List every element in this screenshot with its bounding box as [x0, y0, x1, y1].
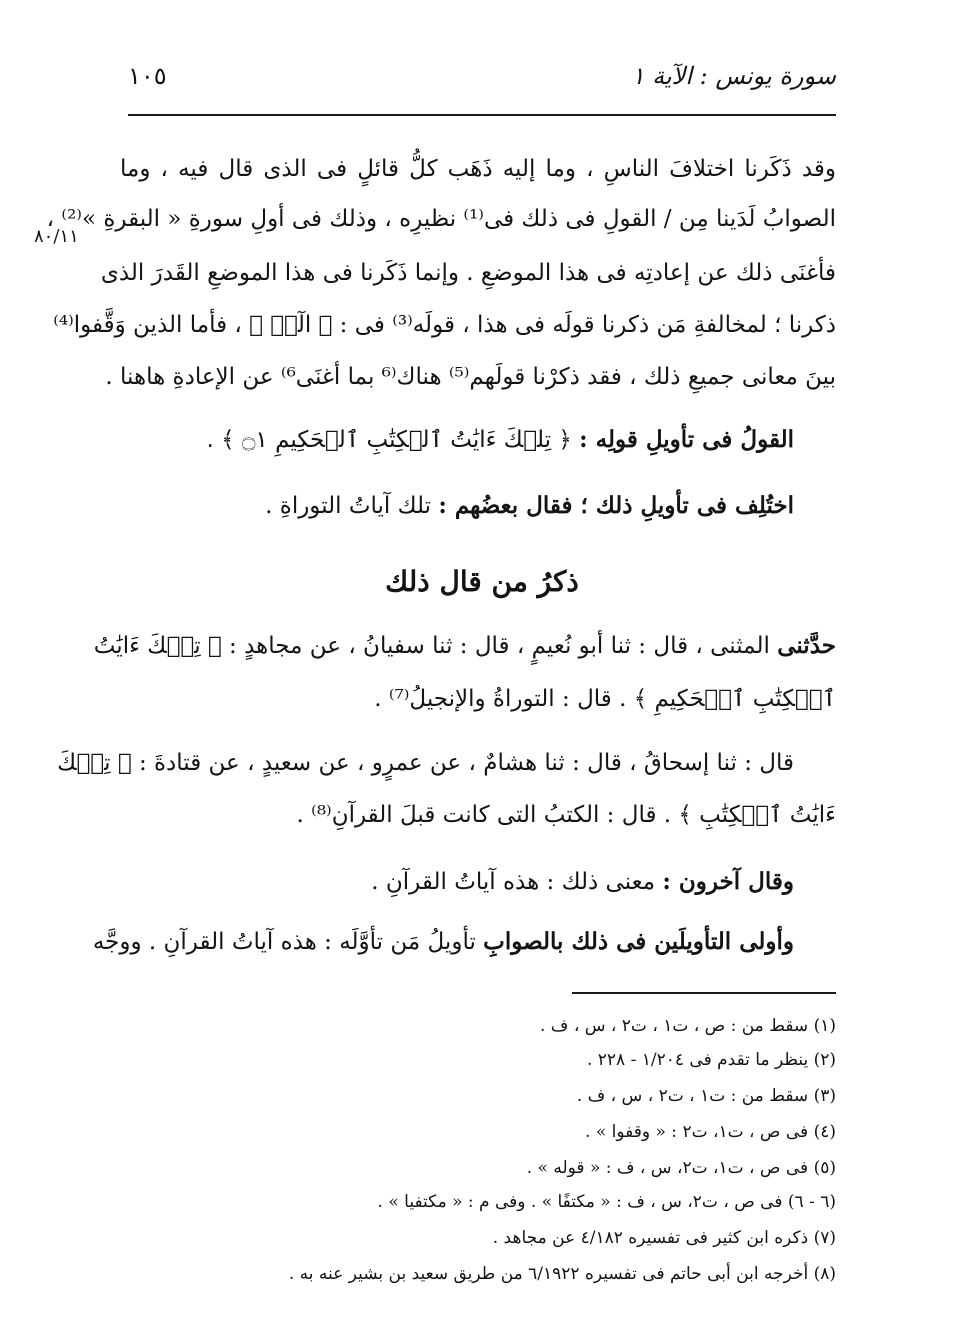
body-line-4: ذكرنا ؛ لمخالفةِ مَن ذكرنا قولَه فى هذا ، قولَه⁽³⁾ فى : ﴿ الٓرۚ ﴾ ، فأما الذين وَقَّفوا⁽⁴⁾	[53, 312, 836, 338]
footnote-1: (١) سقط من : ص ، ت١ ، ت٢ ، س ، ف .	[539, 1016, 836, 1036]
footnote-rule	[572, 992, 836, 994]
body-line-3: فأغنَى ذلك عن إعادتِه فى هذا الموضعِ . وإنما ذَكَرنا فى هذا الموضعِ القَدرَ الذى	[100, 260, 836, 286]
footnote-8: (٨) أخرجه ابن أبى حاتم فى تفسيره ٦/١٩٢٢ من طريق سعيد بن بشير عنه به .	[288, 1264, 836, 1284]
report2-line-2: ءَايَٰتُ ٱلۡكِتَٰبِ ﴾ . قال : الكتبُ التى كانت قبلَ القرآنِ⁽⁸⁾ .	[296, 802, 836, 828]
others-lead: وقال آخرون :	[662, 868, 794, 895]
footnote-2: (٢) ينظر ما تقدم فى ١/٢٠٤ - ٢٢٨ .	[586, 1050, 836, 1070]
report1-lead: حدَّثنى	[777, 632, 836, 659]
body-line-2: الصوابُ لَدَينا مِن / القولِ فى ذلك فى⁽¹⁾ نظيرِه ، وذلك فى أولِ سورةِ « البقرةِ »⁽²⁾ ،	[46, 206, 836, 232]
report2-line-1: قال : ثنا إسحاقُ ، قال : ثنا هشامٌ ، عن عمرٍو ، عن سعيدٍ ، عن قتادةَ : ﴿ تِلۡكَ	[57, 750, 794, 776]
footnote-7: (٧) ذكره ابن كثير فى تفسيره ٤/١٨٢ عن مجاهد .	[492, 1228, 836, 1248]
ikhtilaf-rest: تلك آياتُ التوراةِ .	[265, 493, 432, 519]
verse-text: ﴿ تِلۡكَ ءَايَٰتُ ٱلۡكِتَٰبِ ٱلۡحَكِيمِ ۝١ ﴾ .	[206, 427, 572, 453]
running-title: سورة يونس : الآية ١	[631, 62, 836, 90]
report1-text-1: المثنى ، قال : ثنا أبو نُعيمٍ ، قال : ثنا سفيانُ ، عن مجاهدٍ : ﴿ تِلۡكَ ءَايَٰتُ	[93, 633, 770, 659]
body-line-1: وقد ذَكَرنا اختلافَ الناسِ ، وما إليه ذَهَب كلُّ قائلٍ فى الذى قال فيه ، وما	[120, 156, 836, 182]
body-line-5: بينَ معانى جميعِ ذلك ، فقد ذكرْنا قولَهم⁽⁵⁾ هناك⁽⁶ بما أغنَى⁶⁾ عن الإعادةِ هاهنا .	[105, 364, 836, 390]
awla-lead: وأولى التأويلَين فى ذلك بالصوابِ	[483, 928, 794, 955]
report1-line-1	[93, 632, 836, 659]
footnote-4: (٤) فى ص ، ت١، ت٢ : « وقفوا » .	[585, 1122, 836, 1142]
page-number: ١٠٥	[128, 62, 167, 90]
header-rule	[128, 114, 836, 116]
ikhtilaf-lead: اختُلِف فى تأويلِ ذلك ؛ فقال بعضُهم :	[438, 492, 794, 519]
others-line	[120, 868, 836, 895]
ikhtilaf-line	[120, 492, 836, 519]
others-rest: معنى ذلك : هذه آياتُ القرآنِ .	[371, 869, 656, 895]
footnote-3: (٣) سقط من : ت١ ، ت٢ ، س ، ف .	[576, 1086, 836, 1106]
section-title: ذكرُ من قال ذلك	[385, 565, 579, 598]
footnote-6: (٦ - ٦) فى ص ، ت٢، س ، ف : « مكتفًا » . وفى م : « مكتفيا » .	[377, 1192, 836, 1212]
footnote-5: (٥) فى ص ، ت١، ت٢، س ، ف : « قوله » .	[526, 1158, 836, 1178]
awla-line	[92, 928, 836, 955]
page-header	[128, 62, 836, 102]
margin-reference: ٨٠/١١	[34, 226, 79, 247]
report1-line-2: ٱلۡكِتَٰبِ ٱلۡحَكِيمِ ﴾ . قال : التوراةُ والإنجيلُ⁽⁷⁾ .	[374, 686, 836, 712]
awla-rest: تأويلُ مَن تأوَّلَه : هذه آياتُ القرآنِ . ووجَّه	[92, 929, 476, 955]
verse-heading	[120, 426, 836, 453]
verse-heading-lead: القولُ فى تأويلِ قولِه :	[579, 426, 794, 453]
